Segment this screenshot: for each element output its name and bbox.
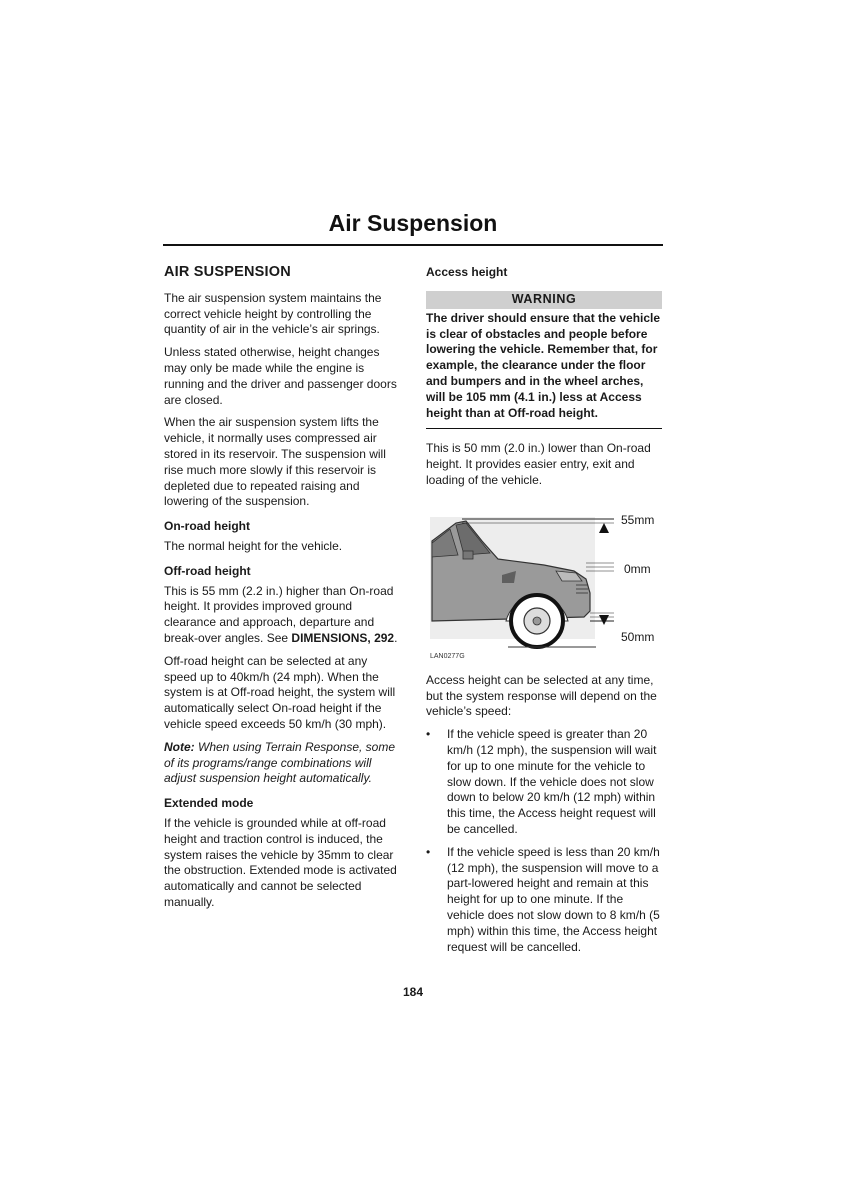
speed-bullet-list [426,727,662,955]
left-column [164,262,402,918]
onroad-label: 0mm [624,561,651,576]
bullet-text: If the vehicle speed is less than 20 km/h (12 mph), the suspension will move to a part-lowered height and remain at this height for up to one minute. If the vehicle does not slow down to 8 km/h (5 mph) within this time, the Access height request will be cancelled. [447,844,660,954]
bullet-text: If the vehicle speed is greater than 20 km/h (12 mph), the suspension will wait for up to one minute for the vehicle to slow down. If the vehicle does not slow down to below 20 km/h (12 mph) within this time, the Access height request will be cancelled. [447,727,657,836]
note-text: When using Terrain Response, some of its programs/range combinations will adjust suspension height automatically. [164,739,395,786]
offroad-text-1-end: . [394,630,398,645]
extended-text: If the vehicle is grounded while at off-road height and traction control is induced, the system raises the vehicle by 35mm to clear the obstruction. Extended mode is activated automatically and cannot be selected manually. [164,815,397,909]
intro-paragraph-3: When the air suspension system lifts the vehicle, it normally uses compressed air stored in its reservoir. The suspension will rise much more slowly if this reservoir is depleted due to repeated raising and lowering of the suspension. [164,415,386,509]
onroad-text: The normal height for the vehicle. [164,538,343,553]
wheel-hub [533,617,541,625]
terrain-note [164,740,402,787]
warning-text: The driver should ensure that the vehicle is clear of obstacles and people before lowering the vehicle. Remember that, for example, the clearance under the floor and bumpers and in the wheel arches, will be 105 mm (4.1 in.) less at Access height than at Off-road height. [426,310,661,420]
offroad-label: 55mm [621,512,655,527]
after-figure-text: Access height can be selected at any time, but the system response will depend on the vehicle’s speed: [426,672,657,719]
onroad-heading: On-road height [164,519,250,534]
page-title: Air Suspension [328,210,498,236]
intro-paragraph-2: Unless stated otherwise, height changes may only be made while the engine is running and the driver and passenger doors are closed. [164,345,397,407]
lower-arrow-icon [599,615,609,625]
note-label: Note: [164,739,195,754]
page-number: 184 [402,985,424,999]
bullet-icon: • [426,844,431,859]
list-item [426,727,662,838]
offroad-heading: Off-road height [164,563,251,578]
dimensions-reference-link[interactable]: DIMENSIONS, 292 [291,630,395,645]
extended-heading: Extended mode [164,796,254,811]
access-height-figure [426,513,662,663]
access-height-description: This is 50 mm (2.0 in.) lower than On-road height. It provides easier entry, exit and loading of the vehicle. [426,441,651,487]
bullet-icon: • [426,727,431,742]
title-rule [163,244,663,246]
offroad-text-1-main: This is 55 mm (2.2 in.) higher than On-road height. It provides improved ground clearance and approach, departure and break-over angles. See [164,583,394,645]
figure-code: LAN0277G [430,652,465,660]
access-label: 50mm [621,629,655,644]
intro-paragraph-1: The air suspension system maintains the correct vehicle height by controlling the quantity of air in the vehicle’s air springs. [164,290,382,337]
access-height-heading: Access height [426,265,508,279]
offroad-text-1 [164,584,402,647]
mirror [463,551,473,559]
raise-arrow-icon [599,523,609,533]
warning-rule [426,428,662,429]
warning-banner: WARNING [426,291,662,309]
offroad-text-2: Off-road height can be selected at any speed up to 40km/h (24 mph). When the system is at Off-road height, the system will automatically select On-road height if the vehicle speed exceeds 50 km/h (30 mph). [164,653,396,731]
list-item [426,845,662,956]
section-heading: AIR SUSPENSION [164,264,291,280]
right-column [426,262,662,962]
